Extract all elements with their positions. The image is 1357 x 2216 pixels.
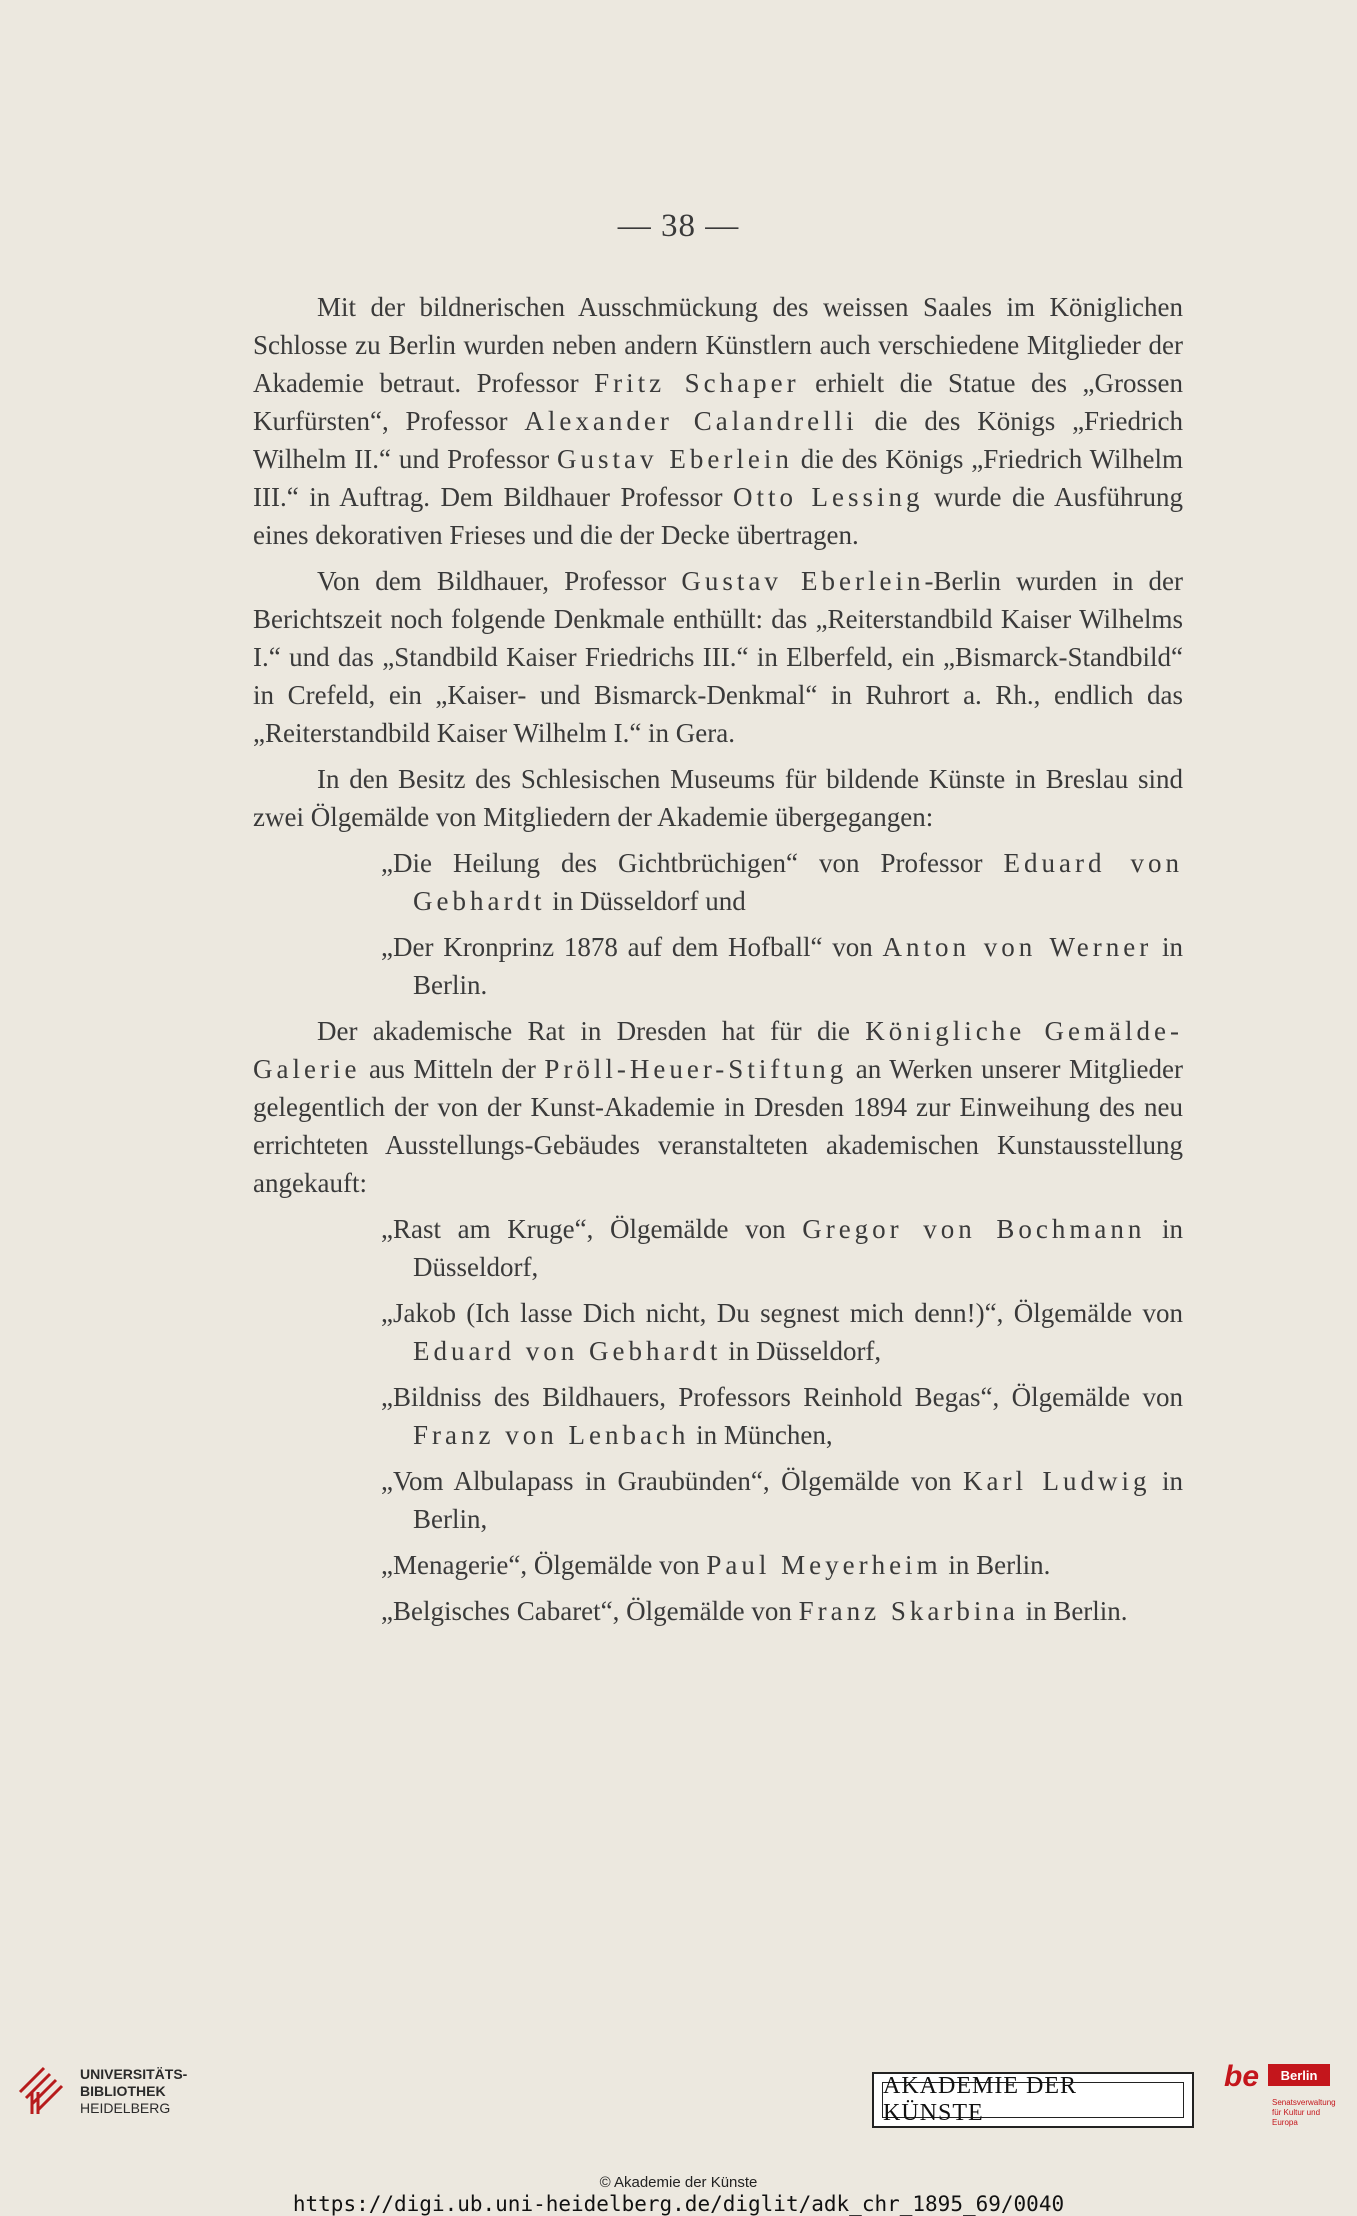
text-run: in Düsseldorf,	[721, 1336, 882, 1366]
permalink-url[interactable]: https://digi.ub.uni-heidelberg.de/diglit/adk_chr_1895_69/0040	[292, 2192, 1065, 2216]
text-run: in Berlin.	[941, 1550, 1051, 1580]
text-run: in München,	[689, 1420, 833, 1450]
text-run: „Jakob (Ich lasse Dich nicht, Du segnest mich denn!)“, Ölgemälde von	[381, 1298, 1183, 1328]
sponsor-badge: Berlin	[1268, 2064, 1330, 2086]
spaced-name: Paul Meyerheim	[706, 1550, 942, 1580]
text-run: wurde die Ausführung eines dekorativen Frieses und die der Decke übertragen.	[253, 482, 1183, 550]
text-run: Mit der bildnerischen Ausschmückung des weissen Saales im Königlichen Schlosse zu Berlin wurden neben andern Künstlern auch verschiedene Mitglieder der Akademie betraut. Professor	[253, 292, 1183, 398]
painting-list-breslau	[253, 844, 1183, 1004]
text-run: die des Königs „Friedrich Wilhelm II.“ und Professor	[253, 406, 1184, 474]
spaced-name: Otto Lessing	[732, 482, 924, 512]
spaced-name: Karl Ludwig	[963, 1466, 1151, 1496]
text-run: „Menagerie“, Ölgemälde von	[381, 1550, 707, 1580]
text-run: „Rast am Kruge“, Ölgemälde von	[381, 1214, 803, 1244]
sponsor-logo-text: be	[1224, 2060, 1260, 2093]
archive-label-box	[872, 2072, 1194, 2128]
ub-heidelberg-mark-icon	[14, 2062, 74, 2122]
spaced-name: Eduard von Gebhardt	[413, 848, 1183, 916]
sponsor-logo[interactable]	[1224, 2060, 1334, 2130]
painting-entry	[253, 1378, 1183, 1454]
archive-label: AKADEMIE DER KÜNSTE	[882, 2082, 1184, 2118]
text-run: Von dem Bildhauer, Professor	[317, 566, 682, 596]
page-number: — 38 —	[617, 208, 740, 244]
library-logo-line-1: UNIVERSITÄTS-	[80, 2066, 188, 2082]
text-run: aus Mitteln der	[360, 1054, 545, 1084]
painting-entry	[253, 1462, 1183, 1538]
text-run: an Werken unserer Mitglieder gelegentlich der von der Kunst-Akademie in Dresden 1894 zur Einweihung des neu errichteten Ausstellungs-Gebäudes veranstalteten akademischen Kunstausstellung angekauft:	[253, 1054, 1183, 1198]
spaced-name: Eduard von Gebhardt	[413, 1336, 722, 1366]
spaced-name: Franz Skarbina	[798, 1596, 1019, 1626]
painting-entry	[253, 1210, 1183, 1286]
footer	[0, 2020, 1357, 2216]
painting-entry	[253, 844, 1183, 920]
text-run: in Berlin.	[1018, 1596, 1128, 1626]
spaced-name: Gustav Eberlein	[557, 444, 793, 474]
library-logo-line-3: HEIDELBERG	[80, 2100, 171, 2116]
paragraph-4	[253, 1012, 1183, 1202]
spaced-name: Pröll-Heuer-Stiftung	[544, 1054, 848, 1084]
text-run: „Bildniss des Bildhauers, Professors Reinhold Begas“, Ölgemälde von	[381, 1382, 1183, 1412]
paragraph-3	[253, 760, 1183, 836]
spaced-name: Anton von Werner	[882, 932, 1153, 962]
spaced-name: Franz von Lenbach	[413, 1420, 690, 1450]
text-run: „Vom Albulapass in Graubünden“, Ölgemälde von	[381, 1466, 964, 1496]
painting-list-dresden	[253, 1210, 1183, 1630]
paragraph-1	[253, 288, 1183, 554]
painting-entry	[253, 1294, 1183, 1370]
text-run: in Düsseldorf und	[545, 886, 746, 916]
sponsor-subtext: Senatsverwaltung für Kultur und Europa	[1272, 2098, 1336, 2127]
text-run: In den Besitz des Schlesischen Museums für bildende Künste in Breslau sind zwei Ölgemälde von Mitgliedern der Akademie übergegangen:	[253, 764, 1183, 832]
text-run: Der akademische Rat in Dresden hat für die	[317, 1016, 866, 1046]
text-run: erhielt die Statue des „Grossen Kurfürsten“, Professor	[253, 368, 1183, 436]
painting-entry	[253, 1592, 1183, 1630]
spaced-name: Gregor von Bochmann	[802, 1214, 1146, 1244]
text-run: „Die Heilung des Gichtbrüchigen“ von Professor	[381, 848, 1004, 878]
library-logo[interactable]	[14, 2062, 194, 2122]
text-run: die des Königs „Friedrich Wilhelm III.“ in Auftrag. Dem Bildhauer Professor	[253, 444, 1183, 512]
library-logo-line-2: BIBLIOTHEK	[80, 2083, 166, 2099]
text-run: in Berlin,	[413, 1466, 1183, 1534]
spaced-name: Königliche Gemälde-Galerie	[253, 1016, 1183, 1084]
spaced-name: Fritz Schaper	[594, 368, 800, 398]
text-run: -Berlin wurden in der Berichtszeit noch folgende Denkmale enthüllt: das „Reiterstandbild Kaiser Wilhelms I.“ und das „Standbild Kaiser Friedrichs III.“ in Elberfeld, ein „Bismarck-Standbild“ in Crefeld, ein „Kaiser- und Bismarck-Denkmal“ in Ruhrort a. Rh., endlich das „Reiterstandbild Kaiser Wilhelm I.“ in Gera.	[253, 566, 1183, 748]
painting-entry	[253, 928, 1183, 1004]
spaced-name: Alexander Calandrelli	[524, 406, 858, 436]
painting-entry	[253, 1546, 1183, 1584]
text-run: „Belgisches Cabaret“, Ölgemälde von	[381, 1596, 799, 1626]
text-run: in Düsseldorf,	[413, 1214, 1183, 1282]
text-run: „Der Kronprinz 1878 auf dem Hofball“ von	[381, 932, 883, 962]
spaced-name: Gustav Eberlein	[681, 566, 925, 596]
copyright-notice: © Akademie der Künste	[599, 2174, 758, 2191]
paragraph-2	[253, 562, 1183, 752]
text-run: in Berlin.	[413, 932, 1183, 1000]
body-text	[253, 288, 1183, 1630]
library-logo-text	[80, 2066, 187, 2117]
